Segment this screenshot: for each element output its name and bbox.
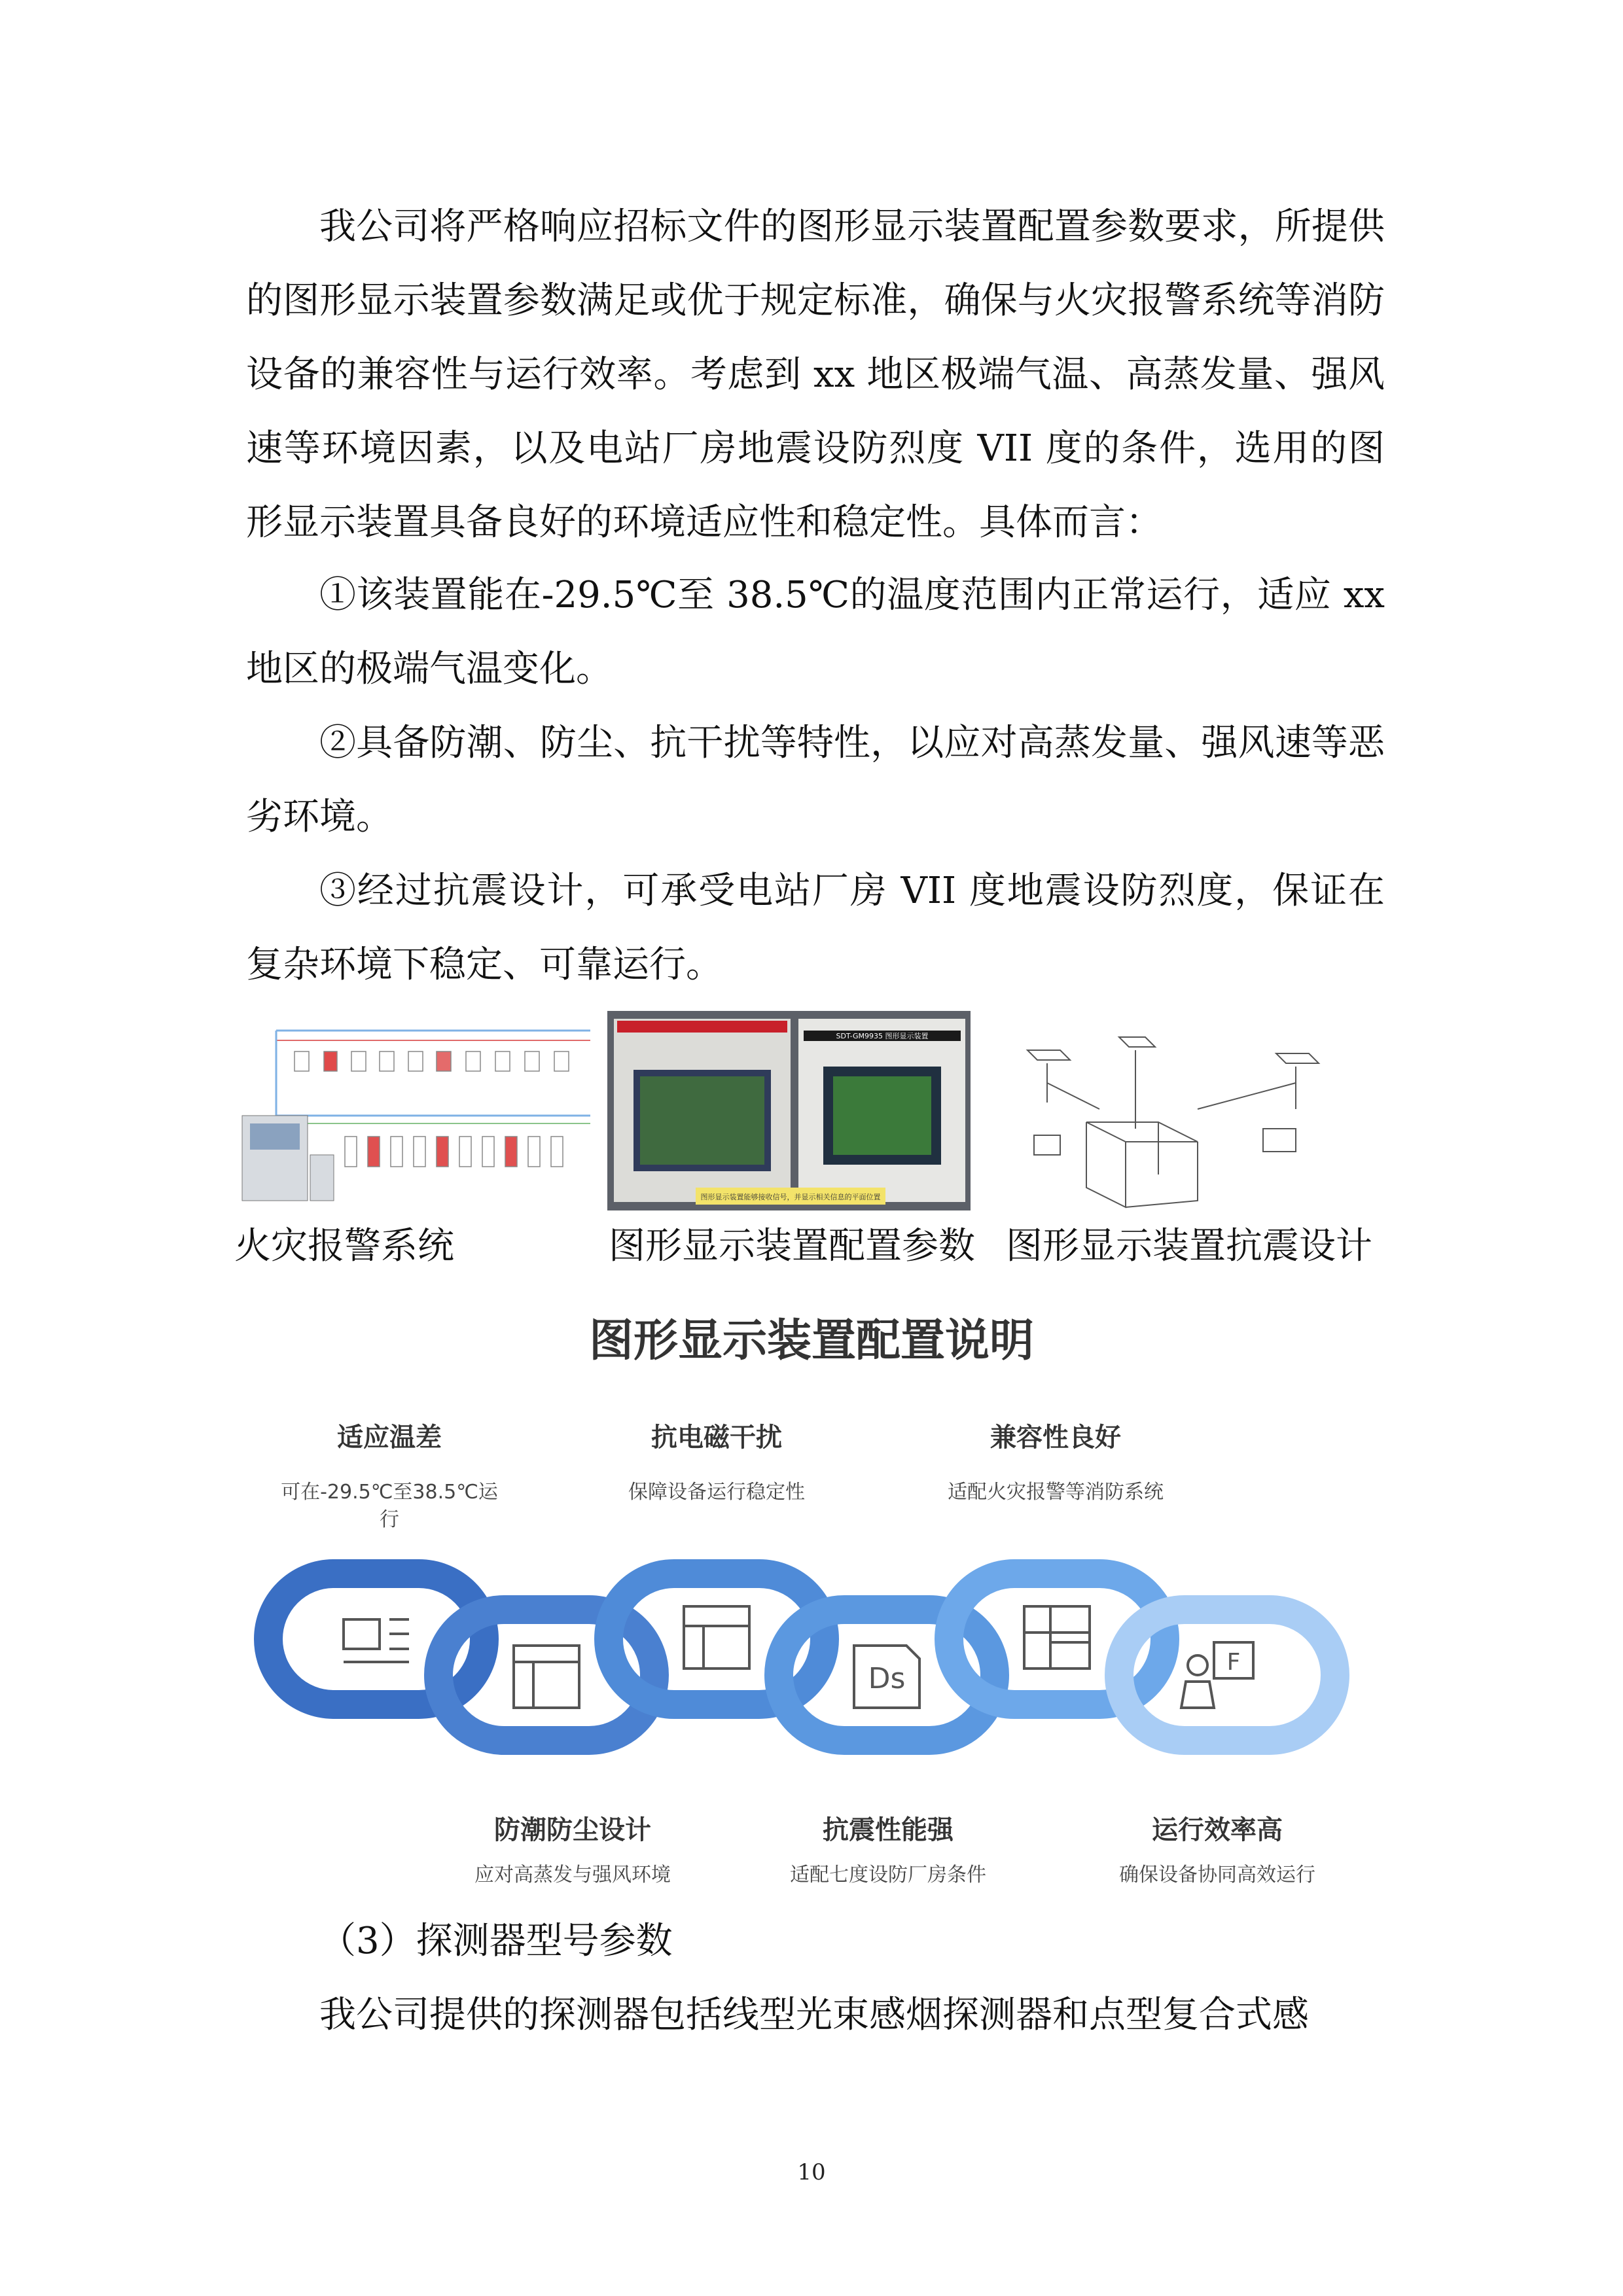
feature-desc-seismic: 适配七度设防厂房条件	[790, 1863, 986, 1886]
screen-model-label: SDT-GM9935 图形显示装置	[836, 1032, 929, 1040]
feature-desc-efficiency: 确保设备协同高效运行	[1119, 1863, 1315, 1886]
caption-fire-alarm: 火灾报警系统	[234, 1225, 454, 1267]
moisture-paragraph: ②具备防潮、防尘、抗干扰等特性，以应对高蒸发量、强风速等恶劣环境。	[246, 722, 1385, 838]
feature-title-compatibility: 兼容性良好	[990, 1422, 1121, 1453]
detector-paragraph: 我公司提供的探测器包括线型光束感烟探测器和点型复合式感	[319, 1994, 1309, 2036]
intro-paragraph: 我公司将严格响应招标文件的图形显示装置配置参数要求，所提供的图形显示装置参数满足或优于规定标准，确保与火灾报警系统等消防设备的兼容性与运行效率。考虑到 xx 地区极端气温、高蒸发量、强风速等环境因素，以及电站厂房地震设防烈度 VII 度的条件，选用的图形显示装置具备良好的环境适应性和稳定性。具体而言：	[246, 205, 1385, 544]
feature-desc-temperature: 可在-29.5℃至38.5℃运行	[281, 1481, 498, 1531]
feature-title-emi: 抗电磁干扰	[651, 1422, 782, 1453]
feature-desc-compatibility: 适配火灾报警等消防系统	[948, 1481, 1164, 1504]
feature-title-temperature: 适应温差	[337, 1422, 442, 1453]
grid-layout-icon	[1024, 1606, 1090, 1669]
f-icon-label: F	[1226, 1649, 1241, 1676]
seismic-paragraph: ③经过抗震设计，可承受电站厂房 VII 度地震设防烈度，保证在复杂环境下稳定、可靠运行。	[246, 870, 1385, 986]
feature-desc-emi: 保障设备运行稳定性	[628, 1481, 805, 1504]
temperature-paragraph: ①该装置能在-29.5℃至 38.5℃的温度范围内正常运行，适应 xx 地区的极端气温变化。	[246, 574, 1385, 690]
user-form-icon	[1181, 1642, 1253, 1708]
ds-icon-label: Ds	[868, 1662, 906, 1695]
feature-title-moisture: 防潮防尘设计	[494, 1815, 651, 1845]
chain-links-graphic	[0, 1544, 1623, 1760]
layout-icon	[344, 1619, 409, 1662]
ds-document-icon	[854, 1646, 919, 1708]
panel-icon	[684, 1606, 749, 1669]
seismic-design-image	[988, 1011, 1381, 1210]
page-number: 10	[797, 2159, 826, 2185]
feature-title-efficiency: 运行效率高	[1152, 1815, 1283, 1845]
section-heading: （3）探测器型号参数	[319, 1920, 673, 1962]
infographic-title: 图形显示装置配置说明	[588, 1315, 1034, 1367]
caption-seismic-design: 图形显示装置抗震设计	[1006, 1225, 1372, 1267]
display-config-image	[607, 1011, 971, 1210]
caption-display-config: 图形显示装置配置参数	[609, 1225, 975, 1267]
window-icon	[514, 1646, 579, 1708]
screen-caption: 图形显示装置能够接收信号，并显示相关信息的平面位置	[700, 1193, 881, 1201]
fire-alarm-system-image	[237, 1011, 594, 1210]
feature-title-seismic: 抗震性能强	[823, 1815, 954, 1845]
feature-desc-moisture: 应对高蒸发与强风环境	[474, 1863, 671, 1886]
